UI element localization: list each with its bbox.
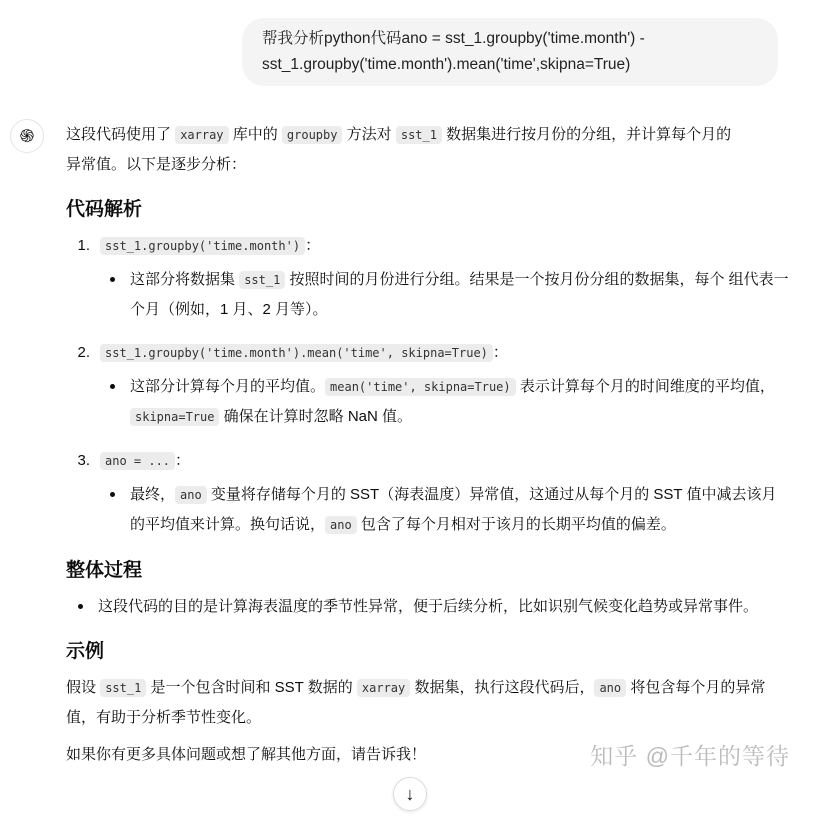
list-item-title [100,338,508,368]
inline-code: ano [175,486,207,504]
text: 表示计算每个月的时间维度的平 [519,378,730,395]
arrow-down-icon: ↓ [405,783,415,804]
text: 异常值，有助于分析季节性变化。 [66,679,766,726]
example-paragraph [66,673,790,732]
openai-logo-icon: ֍ [10,119,44,153]
text: 方法对 [346,126,392,143]
list-item-body [130,480,790,540]
user-message-line: 帮我分析python代码ano = sst_1.groupby('time.month') - [262,30,645,47]
text: 这段代码使用了 [66,126,172,143]
closing-text: 如果你有更多具体问题或想了解其他方面，请告诉我！ [66,746,427,763]
text: 确保在计算时忽略 NaN 值。 [223,408,412,425]
text: ： [305,237,321,254]
inline-code: sst_1 [100,679,146,697]
user-message-bubble [242,18,778,86]
text: 这部分计算每个月的平均值。 [130,378,326,395]
inline-code: sst_1 [396,126,442,144]
text: 最终， [130,486,176,503]
text: 这段代码的目的是计算海表温度的季节性异常，便于后续分析，比如识别气候变化趋势或异常事 [98,598,729,615]
inline-code: ano [325,516,357,534]
section-heading: 整体过程 [66,560,143,581]
list-item-body [130,265,790,324]
bullet [78,604,83,609]
inline-code: ano = ... [100,452,175,470]
text: 将包含每个月的 [630,679,736,696]
bullet [110,277,115,282]
section-heading: 示例 [66,641,105,662]
inline-code: xarray [175,126,228,144]
text: 组代表一个月（例如，1 月、2 月等）。 [130,271,789,318]
list-item-title [100,446,190,476]
text: 数据集进行按月份的分组，并计算每个月的 [446,126,732,143]
text: 件。 [728,598,759,615]
text: 异常值。以下是逐步分析： [66,156,247,173]
list-item [66,338,790,368]
list-number: 1. [77,237,90,254]
text: 数据集，执行这段代码后， [414,679,595,696]
inline-code: sst_1.groupby('time.month').mean('time', skipna=True) [100,344,493,362]
text: 包含了每个月相对于该月的长期平均值的偏差。 [360,516,676,533]
scroll-down-button[interactable] [393,777,427,811]
inline-code: sst_1.groupby('time.month') [100,237,305,255]
text: ： [492,344,508,361]
watermark: 知乎 @千年的等待 [590,743,790,769]
intro-paragraph [66,120,790,179]
inline-code: xarray [357,679,410,697]
list-number: 3. [77,452,90,469]
text: 是一个包含时间和 SST 数据的 [150,679,353,696]
list-item-body [130,372,790,432]
inline-code: mean('time', skipna=True) [325,378,516,396]
text: ： [175,452,191,469]
text: 这部分将数据集 [130,271,236,288]
list-item [66,231,790,261]
text: 按照时间的月份进行分组。结果是一个按月份分组的数据集，每个 [289,271,725,288]
bullet [110,492,115,497]
text: 变量将存储每个月的 SST（海表温度）异常值，这通过从每个月的 SST 值中减 [210,486,732,503]
text: 去该月的平均值来计算。换句话说， [130,486,777,533]
text: 库中的 [232,126,278,143]
assistant-message [0,120,790,771]
list-item-title [100,231,320,261]
user-message-line: sst_1.groupby('time.month').mean('time',skipna=True) [262,56,631,73]
bullet [110,384,115,389]
inline-code: skipna=True [130,408,219,426]
text: 假设 [66,679,97,696]
inline-code: sst_1 [239,271,285,289]
section-heading: 代码解析 [66,199,143,220]
text: 均值， [729,378,775,395]
inline-code: groupby [282,126,343,144]
list-number: 2. [77,344,90,361]
overall-text [98,592,758,621]
inline-code: ano [594,679,626,697]
list-item [66,446,790,476]
